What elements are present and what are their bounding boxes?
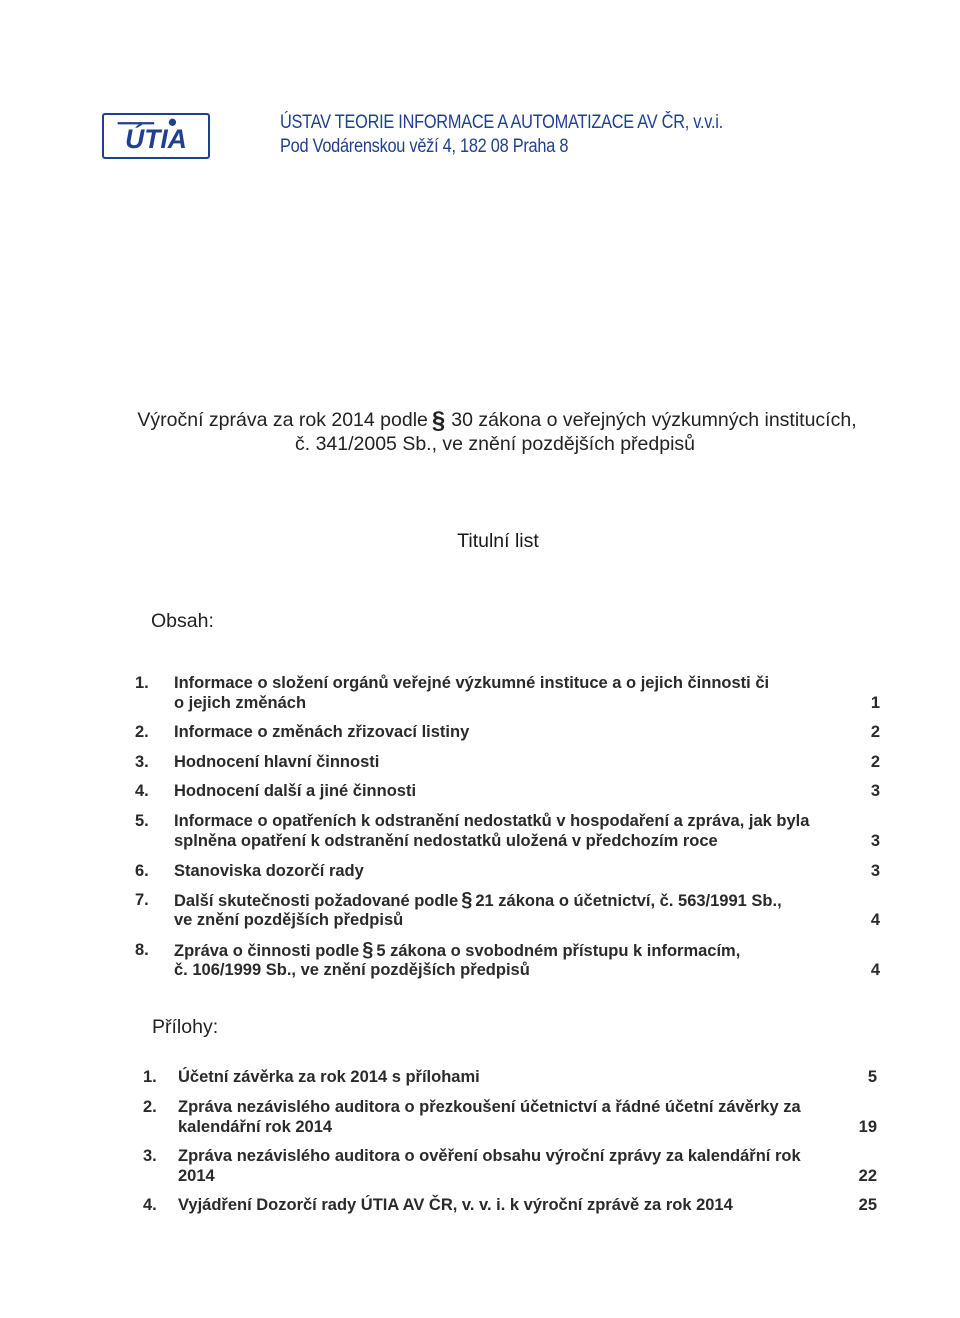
attachment-text-line1: Vyjádření Dozorčí rady ÚTIA AV ČR, v. v. i. k výroční zprávě za rok 2014	[178, 1196, 733, 1214]
toc-page: 3	[870, 832, 880, 850]
toc-text-line1	[174, 890, 782, 911]
toc-text-line1: Hodnocení hlavní činnosti	[174, 753, 380, 771]
toc-text-part2: 21 zákona o účetnictví, č. 563/1991 Sb.,	[475, 892, 782, 910]
report-title-line1	[0, 407, 960, 435]
toc-text-line2: splněna opatření k odstranění nedostatků uložená v předchozím roce	[174, 832, 718, 850]
toc-number: 6.	[135, 862, 149, 880]
toc-text-part1: Další skutečnosti požadované podle	[174, 892, 459, 910]
toc-number: 8.	[135, 941, 149, 959]
toc-text-line2: ve znění pozdějších předpisů	[174, 911, 404, 929]
toc-text-line1: Informace o složení orgánů veřejné výzkumné instituce a o jejich činnosti či	[174, 674, 770, 692]
page-subtitle: Titulní list	[457, 530, 539, 552]
section-sign: §	[431, 407, 446, 434]
toc-page: 4	[870, 911, 880, 929]
attachment-page: 5	[867, 1068, 877, 1086]
title-part2: 30 zákona o veřejných výzkumných institucích,	[451, 409, 857, 431]
attachment-number: 3.	[143, 1147, 157, 1165]
attachment-page: 22	[858, 1167, 877, 1185]
attachment-text-line1: Účetní závěrka za rok 2014 s přílohami	[178, 1068, 480, 1086]
toc-number: 1.	[135, 674, 149, 692]
toc-text-line1: Informace o změnách zřizovací listiny	[174, 723, 470, 741]
contents-heading: Obsah:	[151, 610, 214, 632]
institution-name: ÚSTAV TEORIE INFORMACE A AUTOMATIZACE AV ČR, v.v.i.	[280, 112, 723, 133]
toc-number: 3.	[135, 753, 149, 771]
attachment-page: 25	[858, 1196, 877, 1214]
report-title-line2: č. 341/2005 Sb., ve znění pozdějších předpisů	[294, 433, 696, 455]
attachment-text-line1: Zpráva nezávislého auditora o ověření obsahu výroční zprávy za kalendářní rok	[178, 1147, 801, 1165]
toc-text-line1	[174, 940, 740, 961]
toc-number: 7.	[135, 891, 149, 909]
section-sign: §	[362, 939, 374, 961]
toc-page: 2	[870, 723, 880, 741]
toc-number: 2.	[135, 723, 149, 741]
attachment-number: 1.	[143, 1068, 157, 1086]
attachment-number: 2.	[143, 1098, 157, 1116]
attachment-text-line2: 2014	[178, 1167, 215, 1185]
attachment-page: 19	[858, 1118, 877, 1136]
utia-logo	[102, 113, 210, 159]
logo-text: ÚTIA	[125, 123, 187, 154]
toc-page: 4	[870, 961, 880, 979]
toc-text-part2: 5 zákona o svobodném přístupu k informacím,	[376, 942, 741, 960]
attachments-heading: Přílohy:	[152, 1016, 219, 1038]
toc-text-line1: Informace o opatřeních k odstranění nedostatků v hospodaření a zpráva, jak byla	[174, 812, 810, 830]
title-part1: Výroční zpráva za rok 2014 podle	[137, 409, 428, 431]
institution-address: Pod Vodárenskou věží 4, 182 08 Praha 8	[280, 136, 569, 157]
toc-text-part1: Zpráva o činnosti podle	[174, 942, 360, 960]
toc-text-line1: Stanoviska dozorčí rady	[174, 862, 364, 880]
toc-text-line2: č. 106/1999 Sb., ve znění pozdějších předpisů	[174, 961, 530, 979]
attachment-number: 4.	[143, 1196, 157, 1214]
toc-text-line1: Hodnocení další a jiné činnosti	[174, 782, 417, 800]
toc-page: 1	[870, 694, 880, 712]
toc-page: 3	[870, 862, 880, 880]
attachment-text-line2: kalendářní rok 2014	[178, 1118, 333, 1136]
toc-text-line2: o jejich změnách	[174, 694, 307, 712]
utia-logo-graphic	[104, 115, 208, 157]
section-sign: §	[461, 889, 473, 911]
toc-page: 3	[870, 782, 880, 800]
toc-number: 5.	[135, 812, 149, 830]
toc-page: 2	[870, 753, 880, 771]
toc-number: 4.	[135, 782, 149, 800]
attachment-text-line1: Zpráva nezávislého auditora o přezkoušení účetnictví a řádné účetní závěrky za	[178, 1098, 801, 1116]
